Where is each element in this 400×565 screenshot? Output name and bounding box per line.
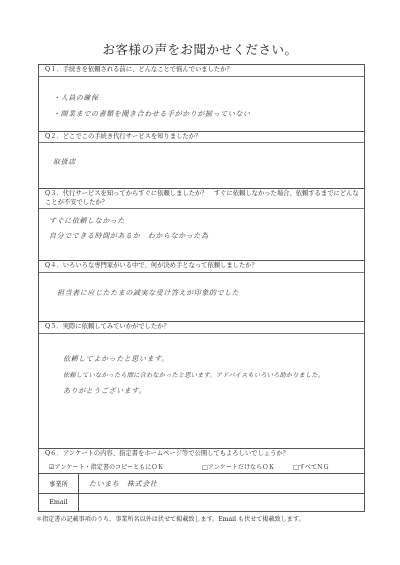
publish-options — [39, 459, 364, 473]
answer-line: 担当者に应じたたまの誠実な受け答えが印象的でした — [57, 288, 240, 297]
answer-line: 自分でできる時間があるか わからなかった為 — [49, 232, 209, 241]
question-2-label: Q２．どこでこの手続き代行サービスを知りましたか？ — [39, 132, 364, 144]
question-1-label: Q１．手続きを依頼される前に、どんなことで悩んでいましたか？ — [39, 65, 364, 77]
question-2 — [39, 132, 364, 190]
answer-line: ありがとうございます。 — [63, 386, 147, 395]
office-field[interactable] — [79, 474, 364, 493]
question-3-label: Q３．代行サービスを知ってからすぐに依頼しましたか？ すぐに依頼しなかった場合、依頼するまでにどんなことが不安でしたか？ — [39, 189, 364, 209]
answer-line: すぐに依頼しなかった — [49, 217, 125, 226]
question-4-answer — [39, 273, 364, 321]
option-survey-only-checkbox[interactable]: □アンケートだけならＯＫ — [202, 464, 275, 472]
question-3 — [39, 189, 364, 261]
answer-line: 依頼してよかったと思います。 — [63, 354, 169, 363]
survey-form — [38, 64, 365, 512]
office-row — [39, 474, 364, 494]
question-4 — [39, 261, 364, 322]
email-field[interactable] — [79, 494, 364, 511]
question-3-answer — [39, 209, 364, 260]
question-2-answer — [39, 143, 364, 188]
question-5 — [39, 322, 364, 449]
question-1-answer — [39, 77, 364, 131]
answer-line: 依頼していなかったら間に合わなかったと思います。アドバイスもいろいろ助かりました。 — [63, 371, 325, 379]
answer-line: ・開業までの書類を聞き合わせる手がかりが揃っていない — [53, 109, 251, 118]
office-label: 事業所 — [39, 474, 79, 493]
email-row — [39, 494, 364, 511]
office-value: たいまち 株式会社 — [89, 480, 158, 489]
answer-line: 取扱店 — [53, 158, 76, 167]
question-5-label: Q５．実際に依頼してみていかがでしたか？ — [39, 322, 364, 334]
question-6-label: Q６．アンケートの内容、指定書をホームページ等で公開してもよろしいでしょうか？ — [45, 449, 289, 457]
question-1 — [39, 65, 364, 132]
question-4-label: Q４．いろいろな専門家がいる中で、何が決め手となって依頼しましたか？ — [39, 261, 364, 273]
question-6 — [39, 449, 364, 475]
option-both-ok-checkbox[interactable]: ☑アンケート・指定書のコピーともにＯＫ — [49, 464, 164, 472]
question-5-answer — [39, 334, 364, 448]
option-all-ng-checkbox[interactable]: □すべてＮＧ — [293, 464, 330, 472]
answer-line: ・人員の確保 — [53, 93, 99, 102]
footnote: ＊指定書の記載事項のうち、事業所名以外は伏せて掲載致します。Email も伏せて掲載致します。 — [36, 516, 305, 523]
email-label: Email — [39, 494, 79, 511]
page-title: お客様の声をお聞かせください。 — [102, 42, 298, 57]
